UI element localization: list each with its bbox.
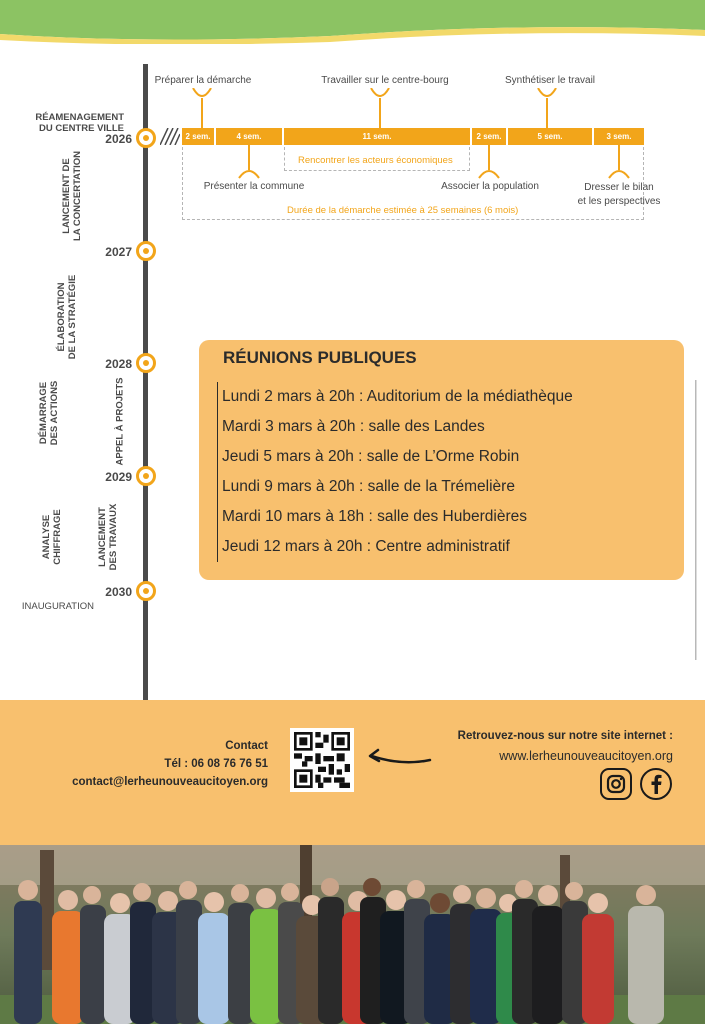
meeting-item: Lundi 9 mars à 20h : salle de la Trémelière xyxy=(222,478,515,495)
contact-title: Contact xyxy=(225,740,268,752)
phase-bar-2: 4 sem. xyxy=(216,128,282,145)
phase-bar-3: 11 sem. xyxy=(284,128,470,145)
label-lancement-concertation: LANCEMENT DE LA CONCERTATION xyxy=(61,150,83,242)
phase-bar-1: 2 sem. xyxy=(182,128,214,145)
year-2027: 2027 xyxy=(105,245,132,259)
timeline-node-2029 xyxy=(136,466,156,486)
contact-email[interactable]: contact@lerheunouveaucitoyen.org xyxy=(72,776,268,788)
year-2026: 2026 xyxy=(105,132,132,146)
meetings-title: RÉUNIONS PUBLIQUES xyxy=(223,348,417,367)
step-associer: Associer la population xyxy=(441,181,539,192)
step-travailler: Travailler sur le centre-bourg xyxy=(321,75,449,86)
step-dresser: Dresser le bilan et les perspectives xyxy=(577,182,661,207)
timeline-node-2027 xyxy=(136,241,156,261)
label-demarrage-actions: DÉMARRAGE DES ACTIONS xyxy=(38,380,60,446)
arrow-left-icon xyxy=(366,748,432,768)
footer xyxy=(0,700,705,845)
label-elaboration-strategie: ÉLABORATION DE LA STRATÉGIE xyxy=(56,274,78,360)
print-notice-marks xyxy=(693,380,699,660)
timeline-node-2028 xyxy=(136,353,156,373)
qr-code[interactable] xyxy=(290,728,354,792)
phase-bar-4: 2 sem. xyxy=(472,128,506,145)
phase-bar-6: 3 sem. xyxy=(594,128,644,145)
meetings-list xyxy=(217,382,573,562)
timeline-node-2030 xyxy=(136,581,156,601)
note-duree: Durée de la démarche estimée à 25 semaines (6 mois) xyxy=(287,205,519,216)
facebook-icon[interactable] xyxy=(640,768,672,800)
label-reamenagement: RÉAMENAGEMENT DU CENTRE VILLE xyxy=(35,112,124,134)
label-lancement-travaux: LANCEMENT DES TRAVAUX xyxy=(97,503,119,571)
meeting-item: Mardi 3 mars à 20h : salle des Landes xyxy=(222,418,485,435)
contact-phone[interactable]: Tél : 06 08 76 76 51 xyxy=(164,758,268,770)
group-photo xyxy=(0,845,705,1024)
phase-bar-5: 5 sem. xyxy=(508,128,592,145)
step-synthetiser: Synthétiser le travail xyxy=(504,75,596,86)
meeting-item: Lundi 2 mars à 20h : Auditorium de la médiathèque xyxy=(222,388,573,405)
note-acteurs: Rencontrer les acteurs économiques xyxy=(298,155,453,166)
website-link[interactable]: www.lerheunouveaucitoyen.org xyxy=(499,749,673,763)
instagram-icon[interactable] xyxy=(600,768,632,800)
meetings-panel xyxy=(199,340,684,580)
label-analyse-chiffrage: ANALYSE CHIFFRAGE xyxy=(41,509,63,565)
meeting-item: Mardi 10 mars à 18h : salle des Huberdières xyxy=(222,508,527,525)
website-title: Retrouvez-nous sur notre site internet : xyxy=(457,730,673,742)
step-presenter: Présenter la commune xyxy=(203,181,305,192)
year-2029: 2029 xyxy=(105,470,132,484)
label-inauguration: INAUGURATION xyxy=(21,601,94,612)
meeting-item: Jeudi 12 mars à 20h : Centre administratif xyxy=(222,538,510,555)
year-2028: 2028 xyxy=(105,357,132,371)
step-preparer: Préparer la démarche xyxy=(154,75,252,86)
meeting-item: Jeudi 5 mars à 20h : salle de L’Orme Robin xyxy=(222,448,520,465)
label-appel-projets: APPEL À PROJETS xyxy=(114,377,126,466)
year-2030: 2030 xyxy=(105,585,132,599)
